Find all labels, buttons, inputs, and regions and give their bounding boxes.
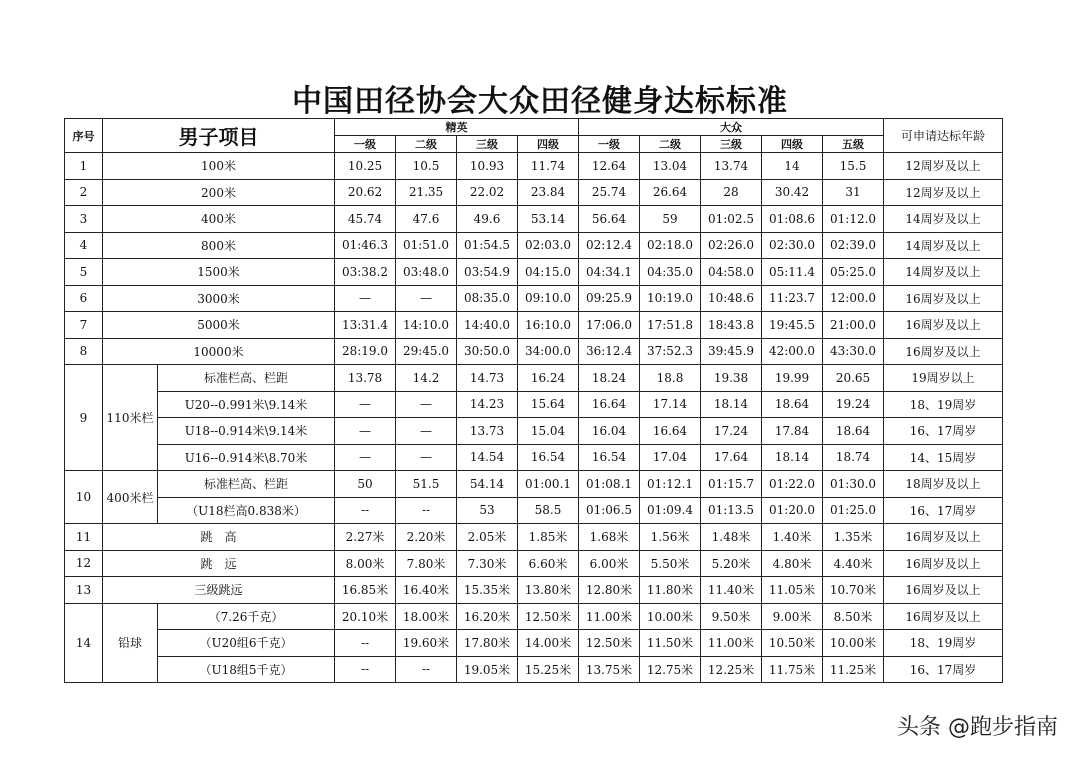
- value-cell: 01:30.0: [823, 471, 884, 498]
- value-cell: 16.64: [640, 418, 701, 445]
- value-cell: 01:08.1: [579, 471, 640, 498]
- table-row: [65, 365, 1003, 392]
- value-cell: 01:25.0: [823, 497, 884, 524]
- public-level-header: 二级: [640, 136, 701, 153]
- value-cell: 37:52.3: [640, 338, 701, 365]
- value-cell: 29:45.0: [396, 338, 457, 365]
- value-cell: 6.00米: [579, 550, 640, 577]
- seq-cell: 8: [65, 338, 103, 365]
- value-cell: --: [335, 630, 396, 657]
- event-name: 3000米: [103, 285, 335, 312]
- seq-cell: 3: [65, 206, 103, 233]
- value-cell: 31: [823, 179, 884, 206]
- value-cell: 10.25: [335, 153, 396, 180]
- age-cell: 16、17周岁: [884, 418, 1003, 445]
- value-cell: 15.04: [518, 418, 579, 445]
- value-cell: --: [335, 497, 396, 524]
- value-cell: 28: [701, 179, 762, 206]
- value-cell: 01:12.1: [640, 471, 701, 498]
- value-cell: 11.80米: [640, 577, 701, 604]
- seq-cell: 1: [65, 153, 103, 180]
- value-cell: --: [335, 656, 396, 683]
- table-row: [65, 338, 1003, 365]
- value-cell: 09:25.9: [579, 285, 640, 312]
- value-cell: 18.64: [762, 391, 823, 418]
- table-row: [65, 232, 1003, 259]
- table-row: [65, 444, 1003, 471]
- event-sub-name: U20--0.991米\9.14米: [158, 391, 335, 418]
- value-cell: 8.50米: [823, 603, 884, 630]
- value-cell: 1.85米: [518, 524, 579, 551]
- table-row: [65, 153, 1003, 180]
- age-cell: 14周岁及以上: [884, 232, 1003, 259]
- event-name: 10000米: [103, 338, 335, 365]
- value-cell: —: [335, 285, 396, 312]
- value-cell: 11.00米: [579, 603, 640, 630]
- value-cell: 04:58.0: [701, 259, 762, 286]
- elite-level-header: 二级: [396, 136, 457, 153]
- value-cell: 12.80米: [579, 577, 640, 604]
- value-cell: 12.64: [579, 153, 640, 180]
- age-cell: 14周岁及以上: [884, 259, 1003, 286]
- value-cell: 13.04: [640, 153, 701, 180]
- value-cell: 13.73: [457, 418, 518, 445]
- value-cell: 01:15.7: [701, 471, 762, 498]
- value-cell: 51.5: [396, 471, 457, 498]
- value-cell: 7.80米: [396, 550, 457, 577]
- age-cell: 12周岁及以上: [884, 153, 1003, 180]
- value-cell: 18.14: [701, 391, 762, 418]
- event-sub-name: U18--0.914米\9.14米: [158, 418, 335, 445]
- value-cell: 03:54.9: [457, 259, 518, 286]
- value-cell: 17.04: [640, 444, 701, 471]
- value-cell: 11.00米: [701, 630, 762, 657]
- value-cell: 49.6: [457, 206, 518, 233]
- value-cell: 05:25.0: [823, 259, 884, 286]
- value-cell: 14.2: [396, 365, 457, 392]
- value-cell: --: [396, 656, 457, 683]
- value-cell: 16.54: [579, 444, 640, 471]
- age-cell: 16、17周岁: [884, 497, 1003, 524]
- value-cell: 01:46.3: [335, 232, 396, 259]
- value-cell: 53: [457, 497, 518, 524]
- event-sub-name: 标准栏高、栏距: [158, 471, 335, 498]
- value-cell: 23.84: [518, 179, 579, 206]
- elite-level-header: 一级: [335, 136, 396, 153]
- table-row: [65, 285, 1003, 312]
- value-cell: 13.80米: [518, 577, 579, 604]
- value-cell: 01:08.6: [762, 206, 823, 233]
- value-cell: 17:51.8: [640, 312, 701, 339]
- event-group-name: 400米栏: [103, 471, 158, 524]
- value-cell: 9.00米: [762, 603, 823, 630]
- seq-cell: 9: [65, 365, 103, 471]
- value-cell: 05:11.4: [762, 259, 823, 286]
- seq-cell: 10: [65, 471, 103, 524]
- value-cell: 58.5: [518, 497, 579, 524]
- value-cell: 01:00.1: [518, 471, 579, 498]
- value-cell: 1.48米: [701, 524, 762, 551]
- value-cell: —: [396, 418, 457, 445]
- value-cell: 1.56米: [640, 524, 701, 551]
- event-name: 800米: [103, 232, 335, 259]
- value-cell: 13:31.4: [335, 312, 396, 339]
- seq-cell: 11: [65, 524, 103, 551]
- age-cell: 16周岁及以上: [884, 524, 1003, 551]
- age-cell: 18、19周岁: [884, 391, 1003, 418]
- value-cell: 01:54.5: [457, 232, 518, 259]
- age-header: 可申请达标年龄: [884, 119, 1003, 153]
- value-cell: 11.05米: [762, 577, 823, 604]
- age-cell: 12周岁及以上: [884, 179, 1003, 206]
- table-row: [65, 524, 1003, 551]
- table-row: [65, 656, 1003, 683]
- value-cell: 22.02: [457, 179, 518, 206]
- value-cell: 14.73: [457, 365, 518, 392]
- value-cell: 09:10.0: [518, 285, 579, 312]
- value-cell: 12.50米: [579, 630, 640, 657]
- value-cell: 53.14: [518, 206, 579, 233]
- value-cell: 01:02.5: [701, 206, 762, 233]
- value-cell: 34:00.0: [518, 338, 579, 365]
- value-cell: 9.50米: [701, 603, 762, 630]
- value-cell: 19:45.5: [762, 312, 823, 339]
- value-cell: 03:48.0: [396, 259, 457, 286]
- value-cell: 14:10.0: [396, 312, 457, 339]
- value-cell: —: [335, 418, 396, 445]
- public-level-header: 四级: [762, 136, 823, 153]
- value-cell: 04:15.0: [518, 259, 579, 286]
- value-cell: 8.00米: [335, 550, 396, 577]
- elite-header: 精英: [335, 119, 579, 136]
- value-cell: 12.75米: [640, 656, 701, 683]
- value-cell: 47.6: [396, 206, 457, 233]
- value-cell: 13.78: [335, 365, 396, 392]
- value-cell: 5.50米: [640, 550, 701, 577]
- value-cell: 54.14: [457, 471, 518, 498]
- table-row: [65, 179, 1003, 206]
- value-cell: 56.64: [579, 206, 640, 233]
- value-cell: 15.64: [518, 391, 579, 418]
- value-cell: 10.00米: [640, 603, 701, 630]
- value-cell: 16.40米: [396, 577, 457, 604]
- value-cell: 02:39.0: [823, 232, 884, 259]
- value-cell: 16.54: [518, 444, 579, 471]
- elite-level-header: 三级: [457, 136, 518, 153]
- seq-cell: 5: [65, 259, 103, 286]
- elite-level-header: 四级: [518, 136, 579, 153]
- value-cell: 17:06.0: [579, 312, 640, 339]
- value-cell: 10.50米: [762, 630, 823, 657]
- page-title: 中国田径协会大众田径健身达标标准: [292, 84, 788, 119]
- age-cell: 18周岁及以上: [884, 471, 1003, 498]
- value-cell: 04:34.1: [579, 259, 640, 286]
- age-cell: 14周岁及以上: [884, 206, 1003, 233]
- seq-cell: 14: [65, 603, 103, 683]
- table-row: [65, 497, 1003, 524]
- value-cell: 08:35.0: [457, 285, 518, 312]
- value-cell: 10:48.6: [701, 285, 762, 312]
- value-cell: —: [335, 391, 396, 418]
- value-cell: 5.20米: [701, 550, 762, 577]
- value-cell: 16.20米: [457, 603, 518, 630]
- value-cell: 03:38.2: [335, 259, 396, 286]
- value-cell: 1.35米: [823, 524, 884, 551]
- value-cell: 11.75米: [762, 656, 823, 683]
- watermark: 头条 @跑步指南: [897, 715, 1058, 740]
- standards-table: [64, 118, 1003, 683]
- value-cell: 2.05米: [457, 524, 518, 551]
- value-cell: 12.25米: [701, 656, 762, 683]
- value-cell: 01:12.0: [823, 206, 884, 233]
- public-level-header: 一级: [579, 136, 640, 153]
- value-cell: 18:43.8: [701, 312, 762, 339]
- age-cell: 16周岁及以上: [884, 603, 1003, 630]
- value-cell: 12:00.0: [823, 285, 884, 312]
- table-row: [65, 471, 1003, 498]
- seq-cell: 2: [65, 179, 103, 206]
- event-sub-name: （U18组5千克）: [158, 656, 335, 683]
- table-row: [65, 577, 1003, 604]
- value-cell: 10.5: [396, 153, 457, 180]
- value-cell: 6.60米: [518, 550, 579, 577]
- value-cell: 14.54: [457, 444, 518, 471]
- value-cell: --: [396, 497, 457, 524]
- event-name: 三级跳远: [103, 577, 335, 604]
- value-cell: 13.75米: [579, 656, 640, 683]
- value-cell: 17.64: [701, 444, 762, 471]
- value-cell: 59: [640, 206, 701, 233]
- seq-cell: 7: [65, 312, 103, 339]
- value-cell: 04:35.0: [640, 259, 701, 286]
- project-header: 男子项目: [103, 119, 335, 153]
- value-cell: 45.74: [335, 206, 396, 233]
- value-cell: 17.80米: [457, 630, 518, 657]
- table-row: [65, 630, 1003, 657]
- public-level-header: 三级: [701, 136, 762, 153]
- value-cell: 21.35: [396, 179, 457, 206]
- value-cell: 13.74: [701, 153, 762, 180]
- value-cell: 14.23: [457, 391, 518, 418]
- value-cell: 4.40米: [823, 550, 884, 577]
- value-cell: 4.80米: [762, 550, 823, 577]
- age-cell: 16周岁及以上: [884, 312, 1003, 339]
- value-cell: 16.24: [518, 365, 579, 392]
- table-row: [65, 312, 1003, 339]
- event-name: 1500米: [103, 259, 335, 286]
- value-cell: 50: [335, 471, 396, 498]
- event-group-name: 铅球: [103, 603, 158, 683]
- seq-cell: 12: [65, 550, 103, 577]
- value-cell: 17.14: [640, 391, 701, 418]
- age-cell: 19周岁以上: [884, 365, 1003, 392]
- value-cell: 18.14: [762, 444, 823, 471]
- value-cell: 26.64: [640, 179, 701, 206]
- value-cell: 15.5: [823, 153, 884, 180]
- age-cell: 16周岁及以上: [884, 285, 1003, 312]
- table-row: [65, 391, 1003, 418]
- value-cell: 43:30.0: [823, 338, 884, 365]
- value-cell: 18.74: [823, 444, 884, 471]
- event-name: 100米: [103, 153, 335, 180]
- value-cell: 19.99: [762, 365, 823, 392]
- value-cell: 2.20米: [396, 524, 457, 551]
- age-cell: 16周岁及以上: [884, 338, 1003, 365]
- seq-cell: 4: [65, 232, 103, 259]
- value-cell: 19.38: [701, 365, 762, 392]
- age-cell: 16周岁及以上: [884, 550, 1003, 577]
- table-row: [65, 550, 1003, 577]
- event-sub-name: U16--0.914米\8.70米: [158, 444, 335, 471]
- value-cell: 11.25米: [823, 656, 884, 683]
- event-sub-name: 标准栏高、栏距: [158, 365, 335, 392]
- age-cell: 18、19周岁: [884, 630, 1003, 657]
- event-group-name: 110米栏: [103, 365, 158, 471]
- value-cell: 14.00米: [518, 630, 579, 657]
- value-cell: 25.74: [579, 179, 640, 206]
- value-cell: 11.50米: [640, 630, 701, 657]
- value-cell: 01:20.0: [762, 497, 823, 524]
- table-row: [65, 206, 1003, 233]
- value-cell: 30.42: [762, 179, 823, 206]
- value-cell: 18.64: [823, 418, 884, 445]
- value-cell: —: [335, 444, 396, 471]
- value-cell: 20.62: [335, 179, 396, 206]
- value-cell: 01:13.5: [701, 497, 762, 524]
- value-cell: 18.00米: [396, 603, 457, 630]
- value-cell: 20.10米: [335, 603, 396, 630]
- value-cell: —: [396, 285, 457, 312]
- value-cell: 02:30.0: [762, 232, 823, 259]
- event-sub-name: （U20组6千克）: [158, 630, 335, 657]
- value-cell: 10.70米: [823, 577, 884, 604]
- value-cell: 18.8: [640, 365, 701, 392]
- seq-header: 序号: [65, 119, 103, 153]
- value-cell: 02:18.0: [640, 232, 701, 259]
- age-cell: 16、17周岁: [884, 656, 1003, 683]
- seq-cell: 13: [65, 577, 103, 604]
- value-cell: 16.85米: [335, 577, 396, 604]
- age-cell: 16周岁及以上: [884, 577, 1003, 604]
- value-cell: 01:22.0: [762, 471, 823, 498]
- value-cell: 19.05米: [457, 656, 518, 683]
- event-name: 200米: [103, 179, 335, 206]
- event-name: 跳 高: [103, 524, 335, 551]
- age-cell: 14、15周岁: [884, 444, 1003, 471]
- event-sub-name: （U18栏高0.838米）: [158, 497, 335, 524]
- value-cell: 14: [762, 153, 823, 180]
- table-row: [65, 259, 1003, 286]
- value-cell: 01:09.4: [640, 497, 701, 524]
- public-level-header: 五级: [823, 136, 884, 153]
- value-cell: 2.27米: [335, 524, 396, 551]
- value-cell: 02:12.4: [579, 232, 640, 259]
- value-cell: 21:00.0: [823, 312, 884, 339]
- event-sub-name: （7.26千克）: [158, 603, 335, 630]
- value-cell: 16.64: [579, 391, 640, 418]
- value-cell: 12.50米: [518, 603, 579, 630]
- value-cell: 01:51.0: [396, 232, 457, 259]
- event-name: 5000米: [103, 312, 335, 339]
- value-cell: 11.74: [518, 153, 579, 180]
- event-name: 400米: [103, 206, 335, 233]
- value-cell: 42:00.0: [762, 338, 823, 365]
- value-cell: —: [396, 391, 457, 418]
- value-cell: 1.40米: [762, 524, 823, 551]
- value-cell: 28:19.0: [335, 338, 396, 365]
- value-cell: 1.68米: [579, 524, 640, 551]
- value-cell: 18.24: [579, 365, 640, 392]
- value-cell: 02:26.0: [701, 232, 762, 259]
- public-header: 大众: [579, 119, 884, 136]
- value-cell: 10.93: [457, 153, 518, 180]
- value-cell: 01:06.5: [579, 497, 640, 524]
- value-cell: 19.24: [823, 391, 884, 418]
- value-cell: 02:03.0: [518, 232, 579, 259]
- value-cell: 17.84: [762, 418, 823, 445]
- value-cell: 14:40.0: [457, 312, 518, 339]
- value-cell: 11.40米: [701, 577, 762, 604]
- value-cell: 19.60米: [396, 630, 457, 657]
- table-row: [65, 603, 1003, 630]
- value-cell: 10:19.0: [640, 285, 701, 312]
- value-cell: 30:50.0: [457, 338, 518, 365]
- value-cell: 15.35米: [457, 577, 518, 604]
- table-row: [65, 418, 1003, 445]
- value-cell: 16.04: [579, 418, 640, 445]
- value-cell: 39:45.9: [701, 338, 762, 365]
- value-cell: 20.65: [823, 365, 884, 392]
- value-cell: 17.24: [701, 418, 762, 445]
- value-cell: 36:12.4: [579, 338, 640, 365]
- value-cell: —: [396, 444, 457, 471]
- value-cell: 10.00米: [823, 630, 884, 657]
- value-cell: 7.30米: [457, 550, 518, 577]
- value-cell: 15.25米: [518, 656, 579, 683]
- event-name: 跳 远: [103, 550, 335, 577]
- value-cell: 11:23.7: [762, 285, 823, 312]
- value-cell: 16:10.0: [518, 312, 579, 339]
- seq-cell: 6: [65, 285, 103, 312]
